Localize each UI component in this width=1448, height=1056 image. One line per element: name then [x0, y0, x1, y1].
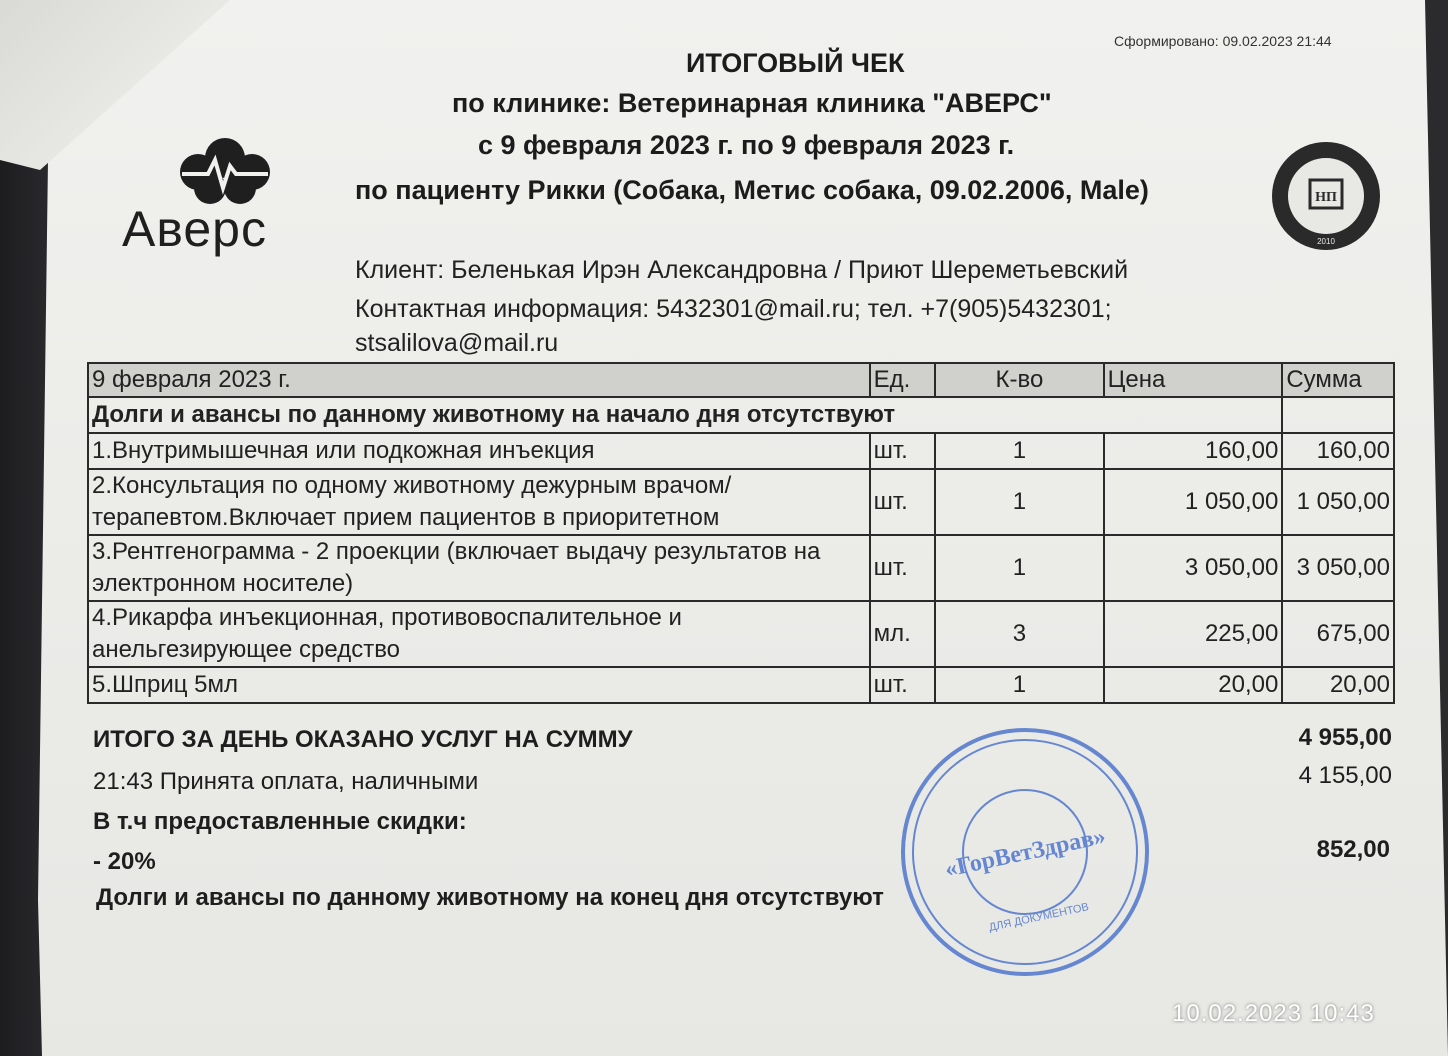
stamp-center-text: «ГорВетЗдрав»	[942, 823, 1108, 883]
discount-value: 852,00	[1316, 836, 1390, 863]
seal-year: 2010	[1317, 237, 1335, 246]
debts-start-text: Долги и авансы по данному животному на начало дня отсутствуют	[88, 397, 1282, 433]
item-qty: 1	[935, 535, 1103, 601]
item-unit: шт.	[870, 433, 936, 469]
photo-timestamp: 10.02.2023 10:43	[1172, 1000, 1375, 1027]
date-cell: 9 февраля 2023 г.	[88, 363, 870, 397]
svg-text:НП: НП	[1315, 190, 1337, 205]
item-name: 1.Внутримышечная или подкожная инъекция	[88, 433, 870, 469]
item-qty: 1	[935, 667, 1103, 703]
item-qty: 1	[935, 469, 1103, 535]
item-name: 2.Консультация по одному животному дежурным врачом/ терапевтом.Включает прием пациентов в приоритетном	[88, 469, 870, 535]
stamp-bottom-text: ДЛЯ ДОКУМЕНТОВ	[987, 901, 1090, 934]
table-row	[88, 667, 1394, 703]
item-sum: 675,00	[1282, 601, 1394, 667]
item-unit: шт.	[870, 667, 936, 703]
client-line: Клиент: Беленькая Ирэн Александровна / Приют Шереметьевский	[355, 256, 1129, 284]
item-price: 1 050,00	[1104, 469, 1283, 535]
debts-end-text: Долги и авансы по данному животному на конец дня отсутствуют	[96, 884, 884, 911]
item-sum: 1 050,00	[1282, 469, 1394, 535]
item-name: 5.Шприц 5мл	[88, 667, 870, 703]
table-row	[88, 601, 1394, 667]
debts-start-row	[88, 397, 1394, 433]
item-qty: 3	[935, 601, 1103, 667]
item-name: 3.Рентгенограмма - 2 проекции (включает выдачу результатов на электронном носителе)	[88, 535, 870, 601]
table-header-row	[88, 363, 1394, 397]
table-row	[88, 433, 1394, 469]
contact-line: Контактная информация: 5432301@mail.ru; тел. +7(905)5432301; stsalilova@mail.ru	[355, 295, 1112, 357]
payment-label: 21:43 Принята оплата, наличными	[93, 768, 479, 795]
item-price: 20,00	[1104, 667, 1283, 703]
item-sum: 160,00	[1282, 433, 1394, 469]
item-sum: 3 050,00	[1282, 535, 1394, 601]
generated-timestamp: Сформировано: 09.02.2023 21:44	[1114, 33, 1332, 49]
clinic-line: по клинике: Ветеринарная клиника "АВЕРС"	[452, 88, 1052, 118]
receipt-title: ИТОГОВЫЙ ЧЕК	[686, 48, 905, 78]
sum-header: Сумма	[1282, 363, 1394, 397]
table-row	[88, 535, 1394, 601]
item-qty: 1	[935, 433, 1103, 469]
item-sum: 20,00	[1282, 667, 1394, 703]
item-unit: шт.	[870, 535, 936, 601]
total-value: 4 955,00	[1298, 724, 1392, 751]
item-price: 160,00	[1104, 433, 1283, 469]
services-table	[87, 362, 1395, 704]
period-line: с 9 февраля 2023 г. по 9 февраля 2023 г.	[478, 130, 1015, 160]
item-unit: мл.	[870, 601, 936, 667]
price-header: Цена	[1104, 363, 1283, 397]
item-unit: шт.	[870, 469, 936, 535]
patient-line: по пациенту Рикки (Собака, Метис собака, 09.02.2006, Male)	[355, 175, 1149, 205]
item-price: 225,00	[1104, 601, 1283, 667]
table-row	[88, 469, 1394, 535]
discounts-label: В т.ч предоставленные скидки:	[93, 808, 467, 835]
total-label: ИТОГО ЗА ДЕНЬ ОКАЗАНО УСЛУГ НА СУММУ	[93, 726, 633, 753]
vet-chamber-seal-icon	[1270, 140, 1382, 252]
payment-value: 4 155,00	[1298, 762, 1392, 789]
discount-percent: - 20%	[93, 848, 156, 875]
logo-text: Аверс	[122, 201, 267, 257]
unit-header: Ед.	[870, 363, 936, 397]
qty-header: К-во	[935, 363, 1103, 397]
item-name: 4.Рикарфа инъекционная, противовоспалительное и анельгезирующее средство	[88, 601, 870, 667]
company-stamp	[895, 722, 1155, 982]
item-price: 3 050,00	[1104, 535, 1283, 601]
